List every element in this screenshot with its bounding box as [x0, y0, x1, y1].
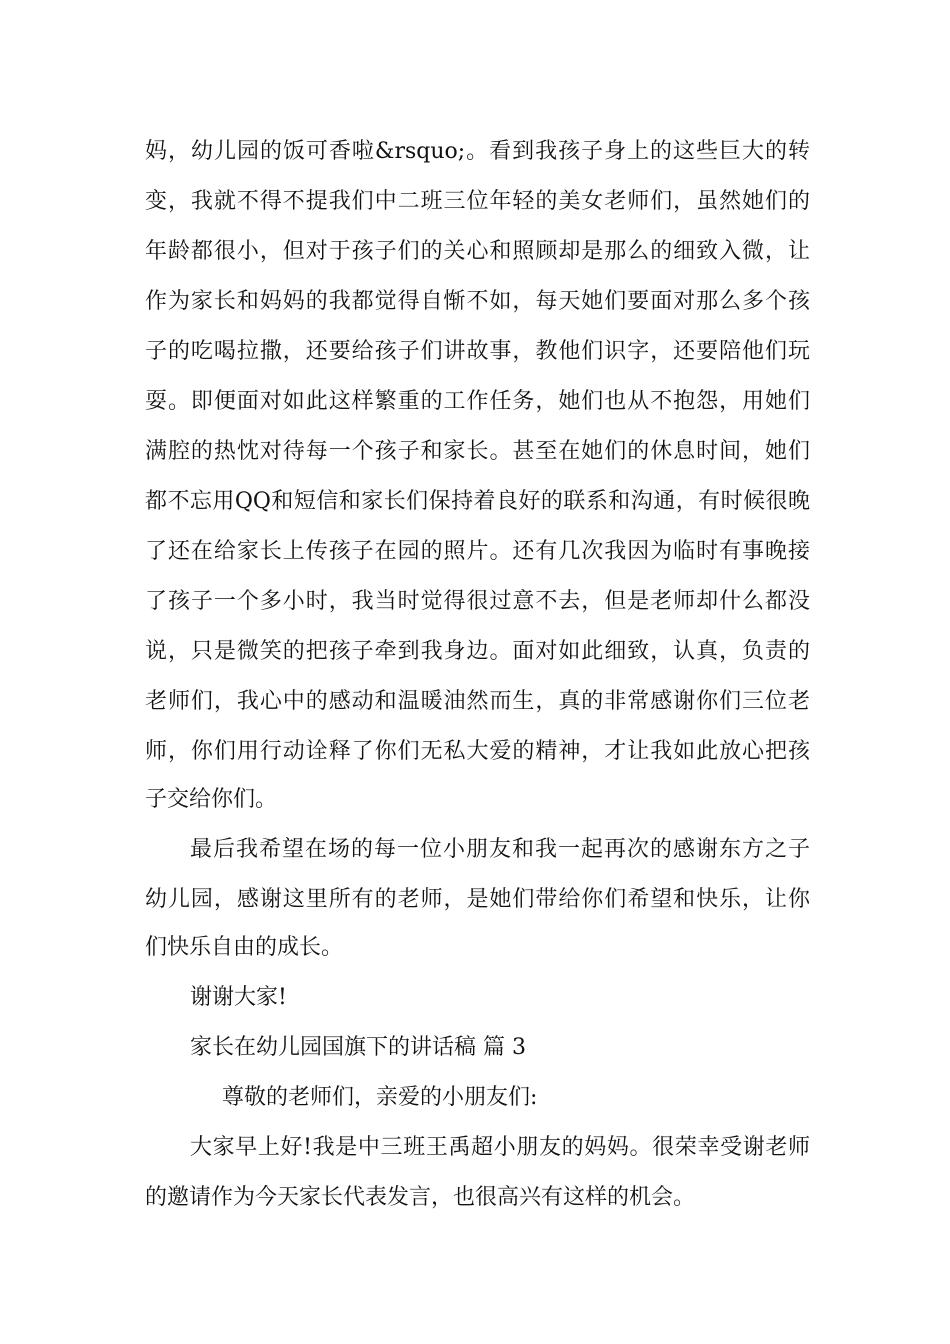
body-line: 子的吃喝拉撒，还要给孩子们讲故事，教他们识字，还要陪他们玩	[145, 339, 810, 364]
body-line: 年龄都很小，但对于孩子们的关心和照顾却是那么的细致入微，让	[145, 239, 810, 264]
body-line: 作为家长和妈妈的我都觉得自惭不如，每天她们要面对那么多个孩	[145, 289, 810, 314]
greeting-line: 尊敬的老师们，亲爱的小朋友们:	[222, 1085, 538, 1110]
body-line: 幼儿园，感谢这里所有的老师，是她们带给你们希望和快乐，让你	[145, 887, 810, 912]
body-line: 了孩子一个多小时，我当时觉得很过意不去，但是老师却什么都没	[145, 589, 810, 614]
body-line: 师，你们用行动诠释了你们无私大爱的精神，才让我如此放心把孩	[145, 739, 810, 764]
body-line: 都不忘用QQ和短信和家长们保持着良好的联系和沟通，有时候很晚	[145, 489, 810, 514]
body-line-indented: 大家早上好!我是中三班王禹超小朋友的妈妈。很荣幸受谢老师	[190, 1135, 810, 1160]
body-line: 耍。即便面对如此这样繁重的工作任务，她们也从不抱怨，用她们	[145, 389, 810, 414]
body-line-last: 子交给你们。	[145, 787, 278, 812]
section-title: 家长在幼儿园国旗下的讲话稿 篇 3	[190, 1035, 526, 1060]
body-line: 老师们，我心中的感动和温暖油然而生，真的非常感谢你们三位老	[145, 689, 810, 714]
body-line-last: 的邀请作为今天家长代表发言，也很高兴有这样的机会。	[145, 1185, 696, 1210]
body-line: 了还在给家长上传孩子在园的照片。还有几次我因为临时有事晚接	[145, 539, 810, 564]
body-line-indented: 最后我希望在场的每一位小朋友和我一起再次的感谢东方之子	[190, 837, 810, 862]
body-line: 变，我就不得不提我们中二班三位年轻的美女老师们，虽然她们的	[145, 189, 810, 214]
body-line: 满腔的热忱对待每一个孩子和家长。甚至在她们的休息时间，她们	[145, 439, 810, 464]
body-line-last: 们快乐自由的成长。	[145, 935, 344, 960]
body-line: 说，只是微笑的把孩子牵到我身边。面对如此细致，认真，负责的	[145, 639, 810, 664]
body-line: 妈，幼儿园的饭可香啦&rsquo;。看到我孩子身上的这些巨大的转	[145, 139, 810, 164]
thanks-line: 谢谢大家!	[190, 985, 287, 1010]
